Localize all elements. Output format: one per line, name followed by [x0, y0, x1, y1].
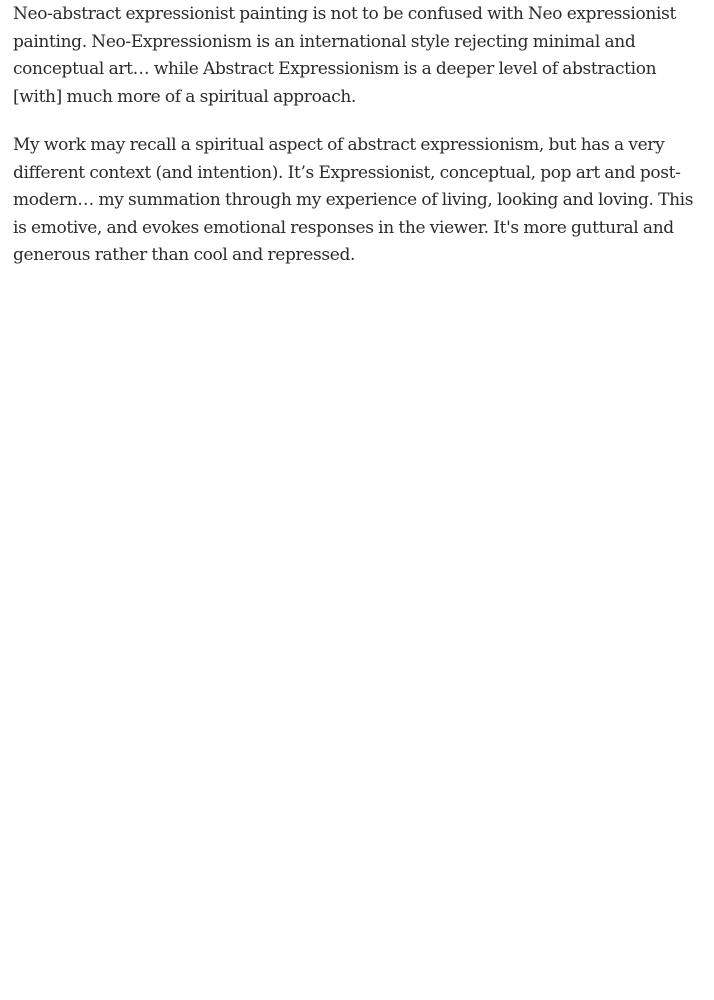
paragraph-artist-statement: My work may recall a spiritual aspect of abstract expressionism, but has a very different context (and intention). It’s Expressionist, conceptual, pop art and post-modern… my summation through my experience of living, looking and loving. This is emotive, and evokes emotional responses in the viewer. It's more guttural and generous rather than cool and repressed.	[13, 135, 694, 265]
paragraph-neo-abstract-definition: Neo-abstract expressionist painting is not to be confused with Neo expressionist painting. Neo-Expressionism is an international style rejecting minimal and conceptual art… while Abstract Expressionism is a deeper level of abstraction [with] much more of a spiritual approach.	[13, 4, 676, 107]
article-body	[13, 1, 708, 291]
